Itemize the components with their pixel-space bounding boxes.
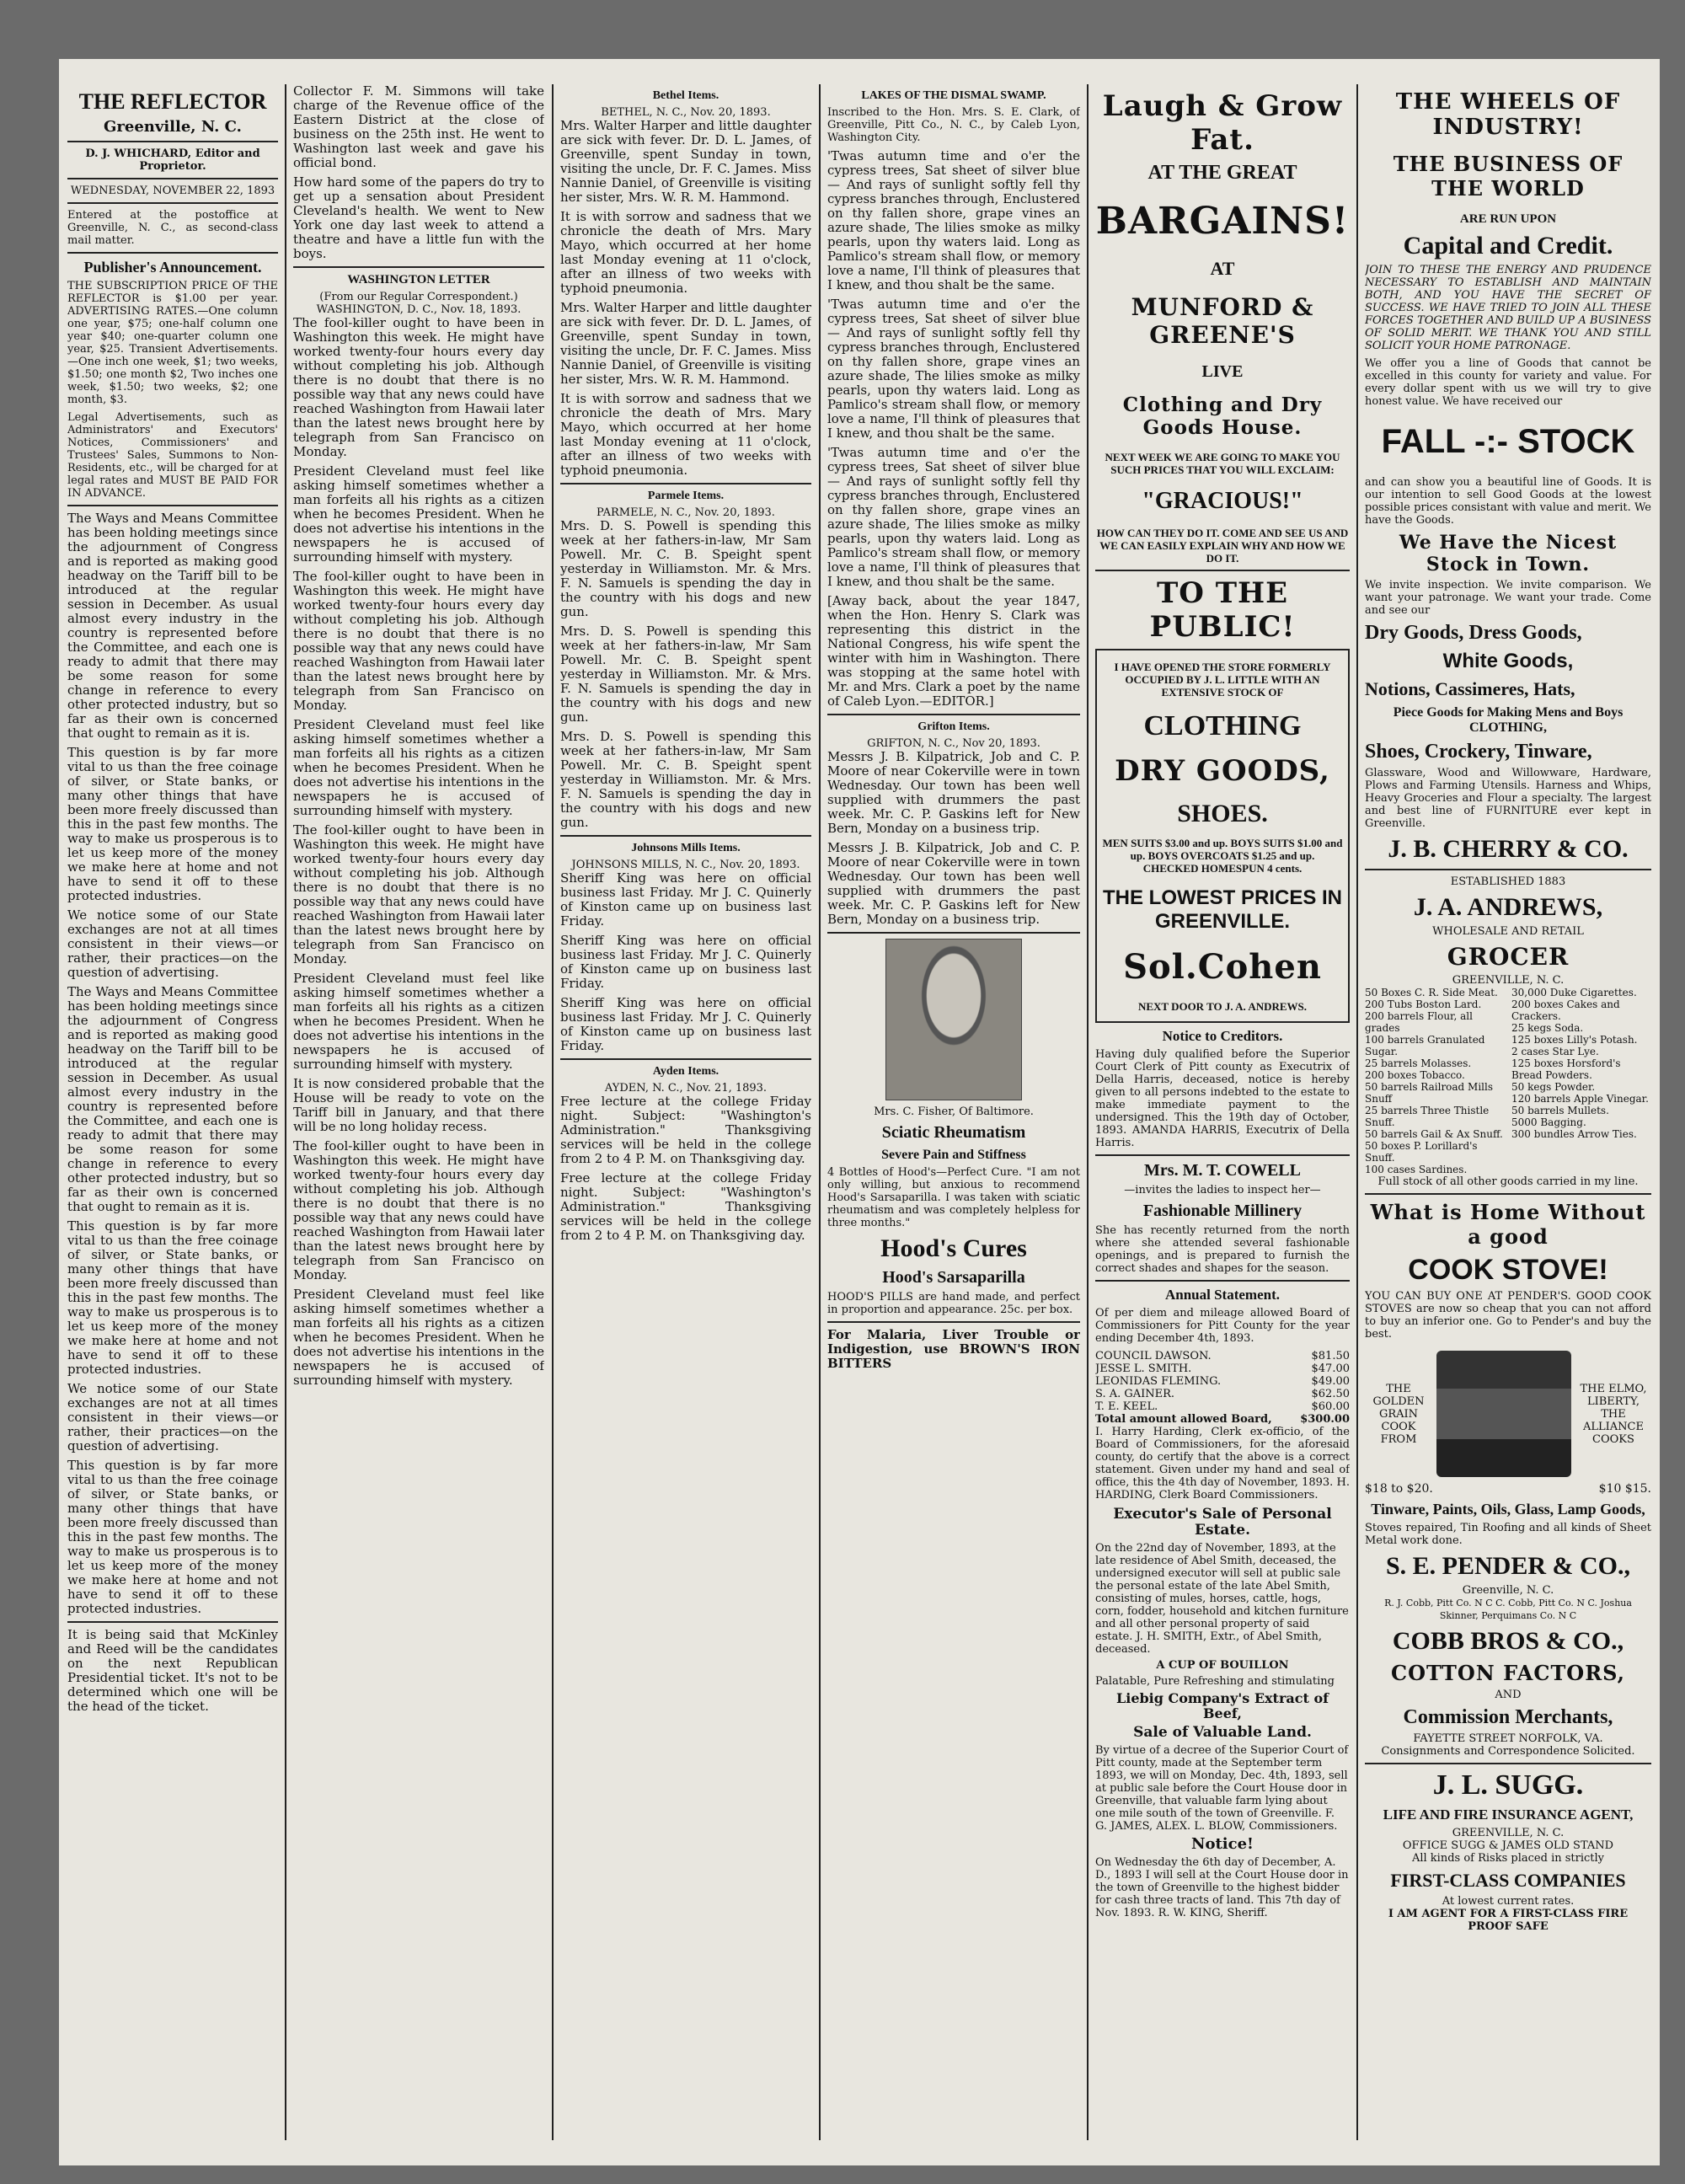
washington-letter-date: WASHINGTON, D. C., Nov. 18, 1893. xyxy=(316,303,522,316)
land-heading: Sale of Valuable Land. xyxy=(1133,1724,1312,1741)
column-rule xyxy=(285,84,286,2140)
parmele-date: PARMELE, N. C., Nov. 20, 1893. xyxy=(596,506,775,519)
clothing-house: Clothing and Dry Goods House. xyxy=(1122,393,1323,439)
at-label: AT xyxy=(1210,258,1235,279)
clerk-certificate: I. Harry Harding, Clerk ex-officio, of the Board of Commissioners, for the aforesaid county, do certify that the above is a correct statement. Given under my hand and seal of office, this the 4th day of November, 1893. H. HARDING, Clerk Board Commissioners. xyxy=(1095,1426,1350,1502)
legal-ads-text: Legal Advertisements, such as Administrators' and Executors' Notices, Commissioners' and Trustees' Sales, Summons to Non-Residents, etc., will be charged for at legal rates and MUST BE PAID FOR IN ADVANCE. xyxy=(67,411,278,500)
article-paragraph: Sheriff King was here on official business last Friday. Mr J. C. Quinerly of Kinston came up on business last Friday. xyxy=(560,995,811,1053)
cohen-ad xyxy=(1095,649,1350,1023)
commissioner-row: COUNCIL DAWSON. $81.50 xyxy=(1095,1350,1350,1362)
munford-greene: MUNFORD & GREENE'S xyxy=(1131,293,1314,349)
column-rule xyxy=(552,84,554,2140)
commissioner-row: LEONIDAS FLEMING. $49.00 xyxy=(1095,1375,1350,1388)
column-5 xyxy=(1095,84,1350,2140)
washington-letter-heading: WASHINGTON LETTER xyxy=(347,273,490,286)
bethel-date: BETHEL, N. C., Nov. 20, 1893. xyxy=(601,106,771,119)
cohen-clothing: CLOTHING xyxy=(1143,710,1302,741)
join-text: JOIN TO THESE THE ENERGY AND PRUDENCE NECESSARY TO ESTABLISH AND MAINTAIN BOTH, AND YOU HAVE THE SECRET OF SUCCESS. WE HAVE TRIED TO JOIN ALL THESE FORCES TOGETHER AND BUILD UP A BUSINESS OF SOLID MERIT. WE THANK YOU AND STILL SOLICIT YOUR HOME PATRONAGE. xyxy=(1365,264,1651,352)
sugg-sub: LIFE AND FIRE INSURANCE AGENT, xyxy=(1383,1807,1634,1823)
commissioner-total: Total amount allowed Board, $300.00 xyxy=(1095,1413,1350,1426)
hoods-cures: Hood's Cures xyxy=(880,1234,1027,1262)
run-upon: ARE RUN UPON xyxy=(1459,212,1557,226)
gracious-headline: "GRACIOUS!" xyxy=(1142,488,1303,514)
show-text: and can show you a beautiful line of Goods. It is our intention to sell Good Goods at the lowest possible prices consistant with value and merit. We have the Goods. xyxy=(1365,476,1651,527)
next-week-text: NEXT WEEK WE ARE GOING TO MAKE YOU SUCH PRICES THAT YOU WILL EXCLAIM: xyxy=(1105,451,1340,476)
column-4 xyxy=(827,84,1080,2140)
goods-line: Notions, Cassimeres, Hats, xyxy=(1365,678,1575,699)
to-the-public: TO THE PUBLIC! xyxy=(1149,576,1296,644)
johnsons-mills-heading: Johnsons Mills Items. xyxy=(631,842,741,854)
cobb-name: COBB BROS & CO., xyxy=(1392,1627,1624,1655)
sugg-location: GREENVILLE, N. C. xyxy=(1452,1827,1565,1839)
stove-illustration xyxy=(1436,1351,1571,1477)
andrews-list-right: 30,000 Duke Cigarettes. 200 boxes Cakes and Crackers. 25 kegs Soda. 125 boxes Lilly's Potash. 2 cases Star Lye. 125 boxes Horsford's Bread Powders. 50 kegs Powder. 120 barrels Apple Vinegar. 50 barrels Mullets. 5000 Bagging. 300 bundles Arrow Ties. xyxy=(1511,987,1649,1140)
goods-line: Piece Goods for Making Mens and Boys CLOTHING, xyxy=(1393,705,1623,735)
poem-title: LAKES OF THE DISMAL SWAMP. xyxy=(861,89,1046,102)
first-class: FIRST-CLASS COMPANIES xyxy=(1390,1870,1626,1891)
wheels-headline: THE WHEELS OF INDUSTRY! xyxy=(1395,89,1621,140)
hoods-heading: Sciatic Rheumatism xyxy=(881,1123,1026,1142)
sugg-office: OFFICE SUGG & JAMES OLD STAND xyxy=(1402,1839,1614,1852)
ayden-heading: Ayden Items. xyxy=(652,1065,719,1078)
furniture-text: Glassware, Wood and Willowware, Hardware, Plows and Farming Utensils. Harness and Whips, Heavy Groceries and Flour a specialty. The largest and best line of FURNITURE ever kept in Greenville. xyxy=(1365,767,1651,830)
cohen-shoes: SHOES. xyxy=(1177,800,1268,827)
and-label: AND xyxy=(1495,1689,1522,1701)
article-paragraph: Collector F. M. Simmons will take charge of the Revenue office of the Eastern District at the close of business on the 25th inst. He went to Washington last week and gave his official bond. xyxy=(293,84,544,170)
article-paragraph: This question is by far more vital to us than the free coinage of silver, or State banks, or many other things that have been more freely discussed than this in the past few months. The way to make us prosperous is to let us keep more of the money we make here at home and not have to send it off to these protected industries. xyxy=(67,1218,278,1377)
poem-text: 'Twas autumn time and o'er the cypress trees, Sat sheet of silver blue— And rays of sunlight softly fell thy cypress branches through, Enclustered on thy fallen shore, grape vines an azure shade, The lilies smoke as milky pearls, upon thy waters laid. Long as Pamlico's stream shall flow, or memory love a name, I'll think of pleasures that I knew, and thou shalt be the same. xyxy=(827,445,1080,589)
article-paragraph: This question is by far more vital to us than the free coinage of silver, or State banks, or many other things that have been more freely discussed than this in the past few months. The way to make us prosperous is to let us keep more of the money we make here at home and not have to send it off to these protected industries. xyxy=(67,745,278,903)
executor-heading: Executor's Sale of Personal Estate. xyxy=(1113,1506,1332,1539)
column-rule xyxy=(1087,84,1089,2140)
cook-text: YOU CAN BUY ONE AT PENDER'S. GOOD COOK STOVES are now so cheap that you can not afford to buy an inferior one. Go to Pender's and buy the best. xyxy=(1365,1290,1651,1341)
cohen-dry-goods: DRY GOODS, xyxy=(1115,754,1330,788)
poem-text: 'Twas autumn time and o'er the cypress trees, Sat sheet of silver blue— And rays of sunlight softly fell thy cypress branches through, Enclustered on thy fallen shore, grape vines an azure shade, The lilies smoke as milky pearls, upon thy waters laid. Long as Pamlico's stream shall flow, or memory love a name, I'll think of pleasures that I knew, and thou shalt be the same. xyxy=(827,297,1080,441)
invite-text: We invite inspection. We invite comparison. We want your patronage. We want your trade. Come and see our xyxy=(1365,579,1651,617)
washington-letter-sub: (From our Regular Correspondent.) xyxy=(319,291,518,303)
at-the-great: AT THE GREAT xyxy=(1147,162,1297,184)
cowell-millinery: Fashionable Millinery xyxy=(1142,1202,1303,1220)
land-text: By virtue of a decree of the Superior Court of Pitt county, made at the September term 1893, we will on Monday, Dec. 4th, 1893, sell at public sale before the Court House door in Greenville, that valuable farm lying about one mile south of the town of Greenville. F. G. JAMES, ALEX. L. BLOW, Commissioners. xyxy=(1095,1744,1349,1833)
article-paragraph: Sheriff King was here on official business last Friday. Mr J. C. Quinerly of Kinston came up on business last Friday. xyxy=(560,933,811,991)
newspaper-page xyxy=(59,59,1660,2165)
cohen-name: Sol.Cohen xyxy=(1123,947,1322,987)
article-paragraph: We notice some of our State exchanges are not at all times consistent in their views—or rather, their practices—on the question of advertising. xyxy=(67,1381,278,1453)
stove-prices: $18 to $20. $10 $15. xyxy=(1365,1482,1651,1496)
article-paragraph: President Cleveland must feel like asking himself sometimes whether a man forfeits all his rights as a citizen when he becomes President. When he does not advertise his intentions in the newspapers he is accused of surrounding himself with mystery. xyxy=(293,717,544,818)
creditors-text: Having duly qualified before the Superior Court Clerk of Pitt county as Executrix of Della Harris, deceased, notice is hereby given to all persons indebted to the estate to make immediate payment to the undersigned. This the 19th day of October, 1893. AMANDA HARRIS, Executrix of Della Harris. xyxy=(1095,1048,1350,1149)
cowell-text: She has recently returned from the north where she attended several fashionable openings, and is prepared to furnish the correct shades and shapes for the season. xyxy=(1095,1224,1350,1275)
cohen-suits: MEN SUITS $3.00 and up. BOYS SUITS $1.00 and up. BOYS OVERCOATS $1.25 and up. CHECKED HOMESPUN 4 cents. xyxy=(1102,837,1343,875)
live-label: LIVE xyxy=(1201,362,1244,381)
offer-text: We offer you a line of Goods that cannot be excelled in this county for variety and value. For every dollar spent with us we will try to give honest value. We have received our xyxy=(1365,357,1651,408)
grocer: GROCER xyxy=(1447,943,1570,971)
masthead-date: WEDNESDAY, NOVEMBER 22, 1893 xyxy=(70,185,275,197)
notice-heading: Notice! xyxy=(1191,1835,1254,1853)
stove-left-label: THE GOLDEN GRAIN COOK FROM xyxy=(1372,1382,1425,1446)
article-paragraph: It is with sorrow and sadness that we chronicle the death of Mrs. Mary Mayo, which occurred at her home last Monday evening at 11 o'clock, after an illness of two weeks with typhoid pneumonia. xyxy=(560,209,811,296)
how-text: HOW CAN THEY DO IT. COME AND SEE US AND WE CAN EASILY EXPLAIN WHY AND HOW WE DO IT. xyxy=(1096,527,1349,565)
stove-right-label: THE ELMO, LIBERTY, THE ALLIANCE COOKS xyxy=(1580,1382,1647,1446)
parmele-heading: Parmele Items. xyxy=(647,490,725,502)
masthead-title: THE REFLECTOR xyxy=(78,89,267,114)
column-rule xyxy=(819,84,821,2140)
article-paragraph: President Cleveland must feel like asking himself sometimes whether a man forfeits all his rights as a citizen when he becomes President. When he does not advertise his intentions in the newspapers he is accused of surrounding himself with mystery. xyxy=(293,463,544,565)
article-paragraph: Mrs. D. S. Powell is spending this week at her fathers-in-law, Mr Sam Powell. Mr. C. B. Speight spent yesterday in Williamston. Mr. & Mrs. F. N. Samuels is spending the day in the country with his dogs and new gun. xyxy=(560,624,811,725)
laugh-headline: Laugh & Grow Fat. xyxy=(1102,89,1343,157)
goods-line: White Goods, xyxy=(1442,650,1574,672)
andrews-sub: WHOLESALE AND RETAIL xyxy=(1432,925,1584,938)
article-paragraph: Free lecture at the college Friday night. Subject: "Washington's Administration." Thanksgiving services will be held in the college from 2 to 4 P. M. on Thanksgiving day. xyxy=(560,1170,811,1243)
cohen-opened: I HAVE OPENED THE STORE FORMERLY OCCUPIED BY J. L. LITTLE WITH AN EXTENSIVE STOCK OF xyxy=(1114,661,1331,699)
pender-location: Greenville, N. C. xyxy=(1462,1584,1554,1597)
hoods-pills: HOOD'S PILLS are hand made, and perfect in proportion and appearance. 25c. per box. xyxy=(827,1291,1080,1316)
article-paragraph: Mrs. Walter Harper and little daughter are sick with fever. Dr. D. L. James, of Greenville, spent Sunday in town, visiting the uncle, Dr. F. C. James. Miss Nannie Daniel, of Greenville is visiting her sister, Mrs. W. R. M. Hammond. xyxy=(560,300,811,387)
article-paragraph: President Cleveland must feel like asking himself sometimes whether a man forfeits all his rights as a citizen when he becomes President. When he does not advertise his intentions in the newspapers he is accused of surrounding himself with mystery. xyxy=(293,971,544,1072)
fayette-street: FAYETTE STREET NORFOLK, VA. xyxy=(1413,1732,1603,1745)
grifton-date: GRIFTON, N. C., Nov 20, 1893. xyxy=(867,737,1040,750)
cohen-lowest: THE LOWEST PRICES IN GREENVILLE. xyxy=(1102,886,1342,933)
article-paragraph: Mrs. D. S. Powell is spending this week at her fathers-in-law, Mr Sam Powell. Mr. C. B. Speight spent yesterday in Williamston. Mr. & Mrs. F. N. Samuels is spending the day in the country with his dogs and new gun. xyxy=(560,518,811,619)
article-paragraph: We notice some of our State exchanges are not at all times consistent in their views—or rather, their practices—on the question of advertising. xyxy=(67,907,278,980)
commission-merchants: Commission Merchants, xyxy=(1403,1706,1613,1728)
notice-text: On Wednesday the 6th day of December, A. D., 1893 I will sell at the Court House door in the town of Greenville to the highest bidder for cash three tracts of land. This 7th day of Nov. 1893. R. W. KING, Sheriff. xyxy=(1095,1856,1349,1919)
pender-name: S. E. PENDER & CO., xyxy=(1385,1552,1631,1580)
cowell-sub: —invites the ladies to inspect her— xyxy=(1124,1184,1321,1196)
article-paragraph: The fool-killer ought to have been in Washington this week. He might have worked twenty-four hours every day without completing his job. Although there is no doubt that there is no possible way that any news could have reached Washington from Hawaii later than the latest news brought here by telegraph from San Francisco on Monday. xyxy=(293,1138,544,1282)
tinware-line: Tinware, Paints, Oils, Glass, Lamp Goods, xyxy=(1371,1501,1645,1518)
announcement-heading: Publisher's Announcement. xyxy=(83,259,262,276)
liebig-name: Liebig Company's Extract of Beef, xyxy=(1115,1690,1329,1721)
article-paragraph: The fool-killer ought to have been in Washington this week. He might have worked twenty-four hours every day without completing his job. Although there is no doubt that there is no possible way that any news could have reached Washington from Hawaii later than the latest news brought here by telegraph from San Francisco on Monday. xyxy=(293,569,544,713)
hoods-subheading: Severe Pain and Stiffness xyxy=(881,1148,1026,1162)
full-stock: Full stock of all other goods carried in my line. xyxy=(1377,1175,1639,1188)
andrews-stock xyxy=(1365,987,1651,1175)
goods-line: Dry Goods, Dress Goods, xyxy=(1365,622,1582,644)
article-paragraph: How hard some of the papers do try to get up a sensation about President Cleveland's health. We went to New York one day last week to attend a theatre and have a little fun with the boys. xyxy=(293,174,544,261)
consignments: Consignments and Correspondence Solicited. xyxy=(1381,1745,1635,1758)
grifton-heading: Grifton Items. xyxy=(917,720,990,733)
column-1 xyxy=(67,84,278,2140)
commissioner-row: JESSE L. SMITH. $47.00 xyxy=(1095,1362,1350,1375)
announcement-text: THE SUBSCRIPTION PRICE OF THE REFLECTOR is $1.00 per year. ADVERTISING RATES.—One column one year, $75; one-half column one year $40; one-quarter column one year, $25. Transient Advertisements.—One inch one week, $1; two weeks, $1.50; one month $2, Two inches one week, $1.50; two weeks, $2; one month, $3. xyxy=(67,280,278,406)
malaria-ad: For Malaria, Liver Trouble or Indigestion, use BROWN'S IRON BITTERS xyxy=(827,1327,1080,1371)
andrews-name: J. A. ANDREWS, xyxy=(1413,893,1603,921)
article-paragraph: It is with sorrow and sadness that we chronicle the death of Mrs. Mary Mayo, which occurred at her home last Monday evening at 11 o'clock, after an illness of two weeks with typhoid pneumonia. xyxy=(560,391,811,478)
article-paragraph: It is being said that McKinley and Reed will be the candidates on the next Republican Presidential ticket. It's not to be determined which one will be the head of the ticket. xyxy=(67,1627,278,1714)
commissioner-row: S. A. GAINER. $62.50 xyxy=(1095,1388,1350,1400)
established: ESTABLISHED 1883 xyxy=(1450,875,1566,888)
column-2 xyxy=(293,84,544,2140)
hoods-text: 4 Bottles of Hood's—Perfect Cure. "I am not only willing, but anxious to recommend Hood's Sarsaparilla. I was taken with sciatic rheumatism and was completely helpless for three months." xyxy=(827,1166,1080,1229)
article-paragraph: President Cleveland must feel like asking himself sometimes whether a man forfeits all his rights as a citizen when he becomes President. When he does not advertise his intentions in the newspapers he is accused of surrounding himself with mystery. xyxy=(293,1287,544,1388)
nicest-stock: We Have the Nicest Stock in Town. xyxy=(1399,532,1618,575)
portrait-caption: Mrs. C. Fisher, Of Baltimore. xyxy=(874,1105,1034,1118)
article-paragraph: Messrs J. B. Kilpatrick, Job and C. P. Moore of near Cokerville were in town Wednesday. Our town has been well supplied with drummers the past week. Mr. C. P. Gaskins left for New Bern, Monday on a business trip. xyxy=(827,749,1080,836)
poem-text: 'Twas autumn time and o'er the cypress trees, Sat sheet of silver blue— And rays of sunlight softly fell thy cypress branches through, Enclustered on thy fallen shore, grape vines an azure shade, The lilies smoke as milky pearls, upon thy waters laid. Long as Pamlico's stream shall flow, or memory love a name, I'll think of pleasures that I knew, and thou shalt be the same. xyxy=(827,148,1080,292)
liebig-left: A CUP OF BOUILLON xyxy=(1156,1659,1289,1672)
article-paragraph: This question is by far more vital to us than the free coinage of silver, or State banks, or many other things that have been more freely discussed than this in the past few months. The way to make us prosperous is to let us keep more of the money we make here at home and not have to send it off to these protected industries. xyxy=(67,1458,278,1616)
masthead-editor: D. J. WHICHARD, Editor and Proprietor. xyxy=(85,147,260,173)
column-rule xyxy=(1356,84,1358,2140)
article-paragraph: Mrs. Walter Harper and little daughter are sick with fever. Dr. D. L. James, of Greenville, spent Sunday in town, visiting the uncle, Dr. F. C. James. Miss Nannie Daniel, of Greenville is visiting her sister, Mrs. W. R. M. Hammond. xyxy=(560,118,811,205)
commissioner-row: T. E. KEEL. $60.00 xyxy=(1095,1400,1350,1413)
current-rates: At lowest current rates. xyxy=(1442,1895,1575,1908)
sugg-name: J. L. SUGG. xyxy=(1432,1769,1584,1801)
column-6 xyxy=(1365,84,1651,2140)
cook-stove: COOK STOVE! xyxy=(1408,1254,1608,1286)
article-paragraph: Sheriff King was here on official business last Friday. Mr J. C. Quinerly of Kinston came up on business last Friday. xyxy=(560,870,811,929)
cobb-partners: R. J. Cobb, Pitt Co. N C C. Cobb, Pitt Co. N C. Joshua Skinner, Perquimans Co. N C xyxy=(1384,1598,1632,1621)
liebig-right: Palatable, Pure Refreshing and stimulating xyxy=(1095,1675,1335,1688)
article-paragraph: The Ways and Means Committee has been holding meetings since the adjournment of Congress and is reported as making good headway on the Tariff bill to be introduced at the regular session in December. As usual almost every industry in the country is represented before the Committee, and each one is ready to admit that there may be some reason for some change in reference to every other protected industry, but so far as their own is concerned that ought to remain as it is. xyxy=(67,984,278,1214)
hoods-sarsaparilla: Hood's Sarsaparilla xyxy=(882,1268,1025,1287)
article-paragraph: Mrs. D. S. Powell is spending this week at her fathers-in-law, Mr Sam Powell. Mr. C. B. Speight spent yesterday in Williamston. Mr. & Mrs. F. N. Samuels is spending the day in the country with his dogs and new gun. xyxy=(560,729,811,830)
stove-panel xyxy=(1365,1346,1651,1482)
creditors-heading: Notice to Creditors. xyxy=(1162,1028,1283,1044)
ayden-date: AYDEN, N. C., Nov. 21, 1893. xyxy=(604,1082,768,1095)
cotton-factors: COTTON FACTORS, xyxy=(1391,1661,1625,1685)
executor-text: On the 22nd day of November, 1893, at the late residence of Abel Smith, deceased, the undersigned executor will sell at public sale the personal estate of the late Abel Smith, consisting of mules, horses, cattle, hogs, corn, fodder, household and kitchen furniture and all other personal property of said estate. J. H. SMITH, Extr., of Abel Smith, deceased. xyxy=(1095,1542,1349,1656)
goods-line: Shoes, Crockery, Tinware, xyxy=(1365,741,1592,763)
business-headline: THE BUSINESS OF THE WORLD xyxy=(1393,152,1623,201)
article-paragraph: The fool-killer ought to have been in Washington this week. He might have worked twenty-four hours every day without completing his job. Although there is no doubt that there is no possible way that any news could have reached Washington from Hawaii later than the latest news brought here by telegraph from San Francisco on Monday. xyxy=(293,315,544,459)
column-3 xyxy=(560,84,811,2140)
masthead-place: Greenville, N. C. xyxy=(104,118,242,136)
article-paragraph: It is now considered probable that the House will be ready to vote on the Tariff bill in January, and that there will be no long holiday recess. xyxy=(293,1076,544,1134)
commissioners-list xyxy=(1095,1350,1350,1426)
annual-text: Of per diem and mileage allowed Board of Commissioners for Pitt County for the year ending December 4th, 1893. xyxy=(1095,1307,1350,1345)
johnsons-mills-date: JOHNSONS MILLS, N. C., Nov. 20, 1893. xyxy=(571,859,800,871)
article-paragraph: Free lecture at the college Friday night. Subject: "Washington's Administration." Thanksgiving services will be held in the college from 2 to 4 P. M. on Thanksgiving day. xyxy=(560,1094,811,1166)
stoves-repaired: Stoves repaired, Tin Roofing and all kinds of Sheet Metal work done. xyxy=(1365,1522,1651,1547)
fall-stock: FALL -:- STOCK xyxy=(1381,423,1635,460)
annual-heading: Annual Statement. xyxy=(1164,1287,1280,1303)
cook-question: What is Home Without a good xyxy=(1370,1200,1646,1249)
andrews-location: GREENVILLE, N. C. xyxy=(1452,974,1565,987)
capital-credit: Capital and Credit. xyxy=(1403,232,1613,260)
cohen-next-door: NEXT DOOR TO J. A. ANDREWS. xyxy=(1137,1000,1308,1013)
cherry-name: J. B. CHERRY & CO. xyxy=(1388,835,1629,863)
article-paragraph: Messrs J. B. Kilpatrick, Job and C. P. Moore of near Cokerville were in town Wednesday. Our town has been well supplied with drummers the past week. Mr. C. P. Gaskins left for New Bern, Monday on a business trip. xyxy=(827,840,1080,927)
poem-dedication: Inscribed to the Hon. Mrs. S. E. Clark, of Greenville, Pitt Co., N. C., by Caleb Lyon, Washington City. xyxy=(827,106,1080,144)
portrait-engraving xyxy=(885,939,1022,1100)
andrews-list-left: 50 Boxes C. R. Side Meat. 200 Tubs Boston Lard. 200 barrels Flour, all grades 100 barrels Granulated Sugar. 25 barrels Molasses. 200 boxes Tobacco. 50 barrels Railroad Mills Snuff 25 barrels Three Thistle Snuff. 50 barrels Gail & Ax Snuff. 50 boxes P. Lorillard's Snuff. 100 cases Sardines. xyxy=(1365,987,1503,1175)
bethel-heading: Bethel Items. xyxy=(652,89,719,102)
article-paragraph: The Ways and Means Committee has been holding meetings since the adjournment of Congress and is reported as making good headway on the Tariff bill to be introduced at the regular session in December. As usual almost every industry in the country is represented before the Committee, and each one is ready to admit that there may be some reason for some change in reference to every other protected industry, but so far as their own is concerned that ought to remain as it is. xyxy=(67,511,278,741)
sugg-all-kinds: All kinds of Risks placed in strictly xyxy=(1411,1852,1605,1865)
masthead-entered: Entered at the postoffice at Greenville, N. C., as second-class mail matter. xyxy=(67,209,278,247)
poem-note: [Away back, about the year 1847, when the Hon. Henry S. Clark was representing this district in the National Congress, his wife spent the winter with him in Washington. There was stopping at the same hotel with Mr. and Mrs. Clark a poet by the name of Caleb Lyon.—EDITOR.] xyxy=(827,593,1080,709)
cowell-heading: Mrs. M. T. COWELL xyxy=(1144,1161,1301,1180)
safe-agent: I AM AGENT FOR A FIRST-CLASS FIRE PROOF SAFE xyxy=(1388,1908,1629,1933)
article-paragraph: The fool-killer ought to have been in Washington this week. He might have worked twenty-four hours every day without completing his job. Although there is no doubt that there is no possible way that any news could have reached Washington from Hawaii later than the latest news brought here by telegraph from San Francisco on Monday. xyxy=(293,822,544,966)
bargains-headline: BARGAINS! xyxy=(1095,200,1350,243)
